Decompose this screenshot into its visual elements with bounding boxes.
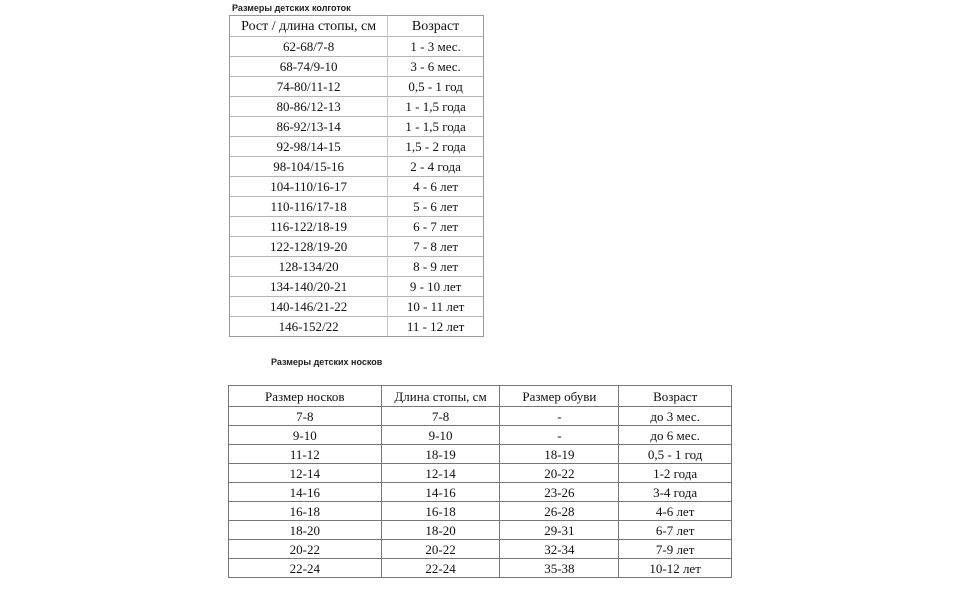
table-row (229, 156, 483, 176)
cell-foot-length: 12-14 (381, 463, 500, 482)
table-row (228, 406, 731, 425)
column-header-foot-length: Длина стопы, см (381, 385, 500, 406)
cell-age: 4-6 лет (618, 501, 731, 520)
cell-age: 1 - 1,5 года (388, 116, 483, 136)
cell-age: 9 - 10 лет (388, 276, 483, 296)
tights-table-title: Размеры детских колготок (232, 3, 351, 13)
cell-foot-length: 20-22 (381, 539, 500, 558)
table-row (229, 196, 483, 216)
cell-shoe-size: 35-38 (499, 558, 618, 577)
column-header-height-foot: Рост / длина стопы, см (229, 15, 388, 36)
table-row (229, 316, 483, 336)
table-row (228, 539, 731, 558)
cell-height-foot: 98-104/15-16 (229, 156, 388, 176)
cell-age: 4 - 6 лет (388, 176, 483, 196)
table-row (229, 96, 483, 116)
table-row (229, 176, 483, 196)
cell-height-foot: 122-128/19-20 (229, 236, 388, 256)
cell-height-foot: 68-74/9-10 (229, 56, 388, 76)
cell-foot-length: 18-19 (381, 444, 500, 463)
cell-sock-size: 9-10 (228, 425, 381, 444)
table-row (229, 216, 483, 236)
column-header-age: Возраст (618, 385, 731, 406)
cell-age: 3 - 6 мес. (388, 56, 483, 76)
cell-foot-length: 9-10 (381, 425, 500, 444)
cell-shoe-size: 32-34 (499, 539, 618, 558)
cell-sock-size: 12-14 (228, 463, 381, 482)
table-row (229, 276, 483, 296)
cell-age: 7 - 8 лет (388, 236, 483, 256)
cell-height-foot: 92-98/14-15 (229, 136, 388, 156)
table-row (228, 501, 731, 520)
table-row (228, 482, 731, 501)
cell-foot-length: 16-18 (381, 501, 500, 520)
cell-shoe-size: - (499, 406, 618, 425)
cell-shoe-size: - (499, 425, 618, 444)
tights-size-table (229, 15, 484, 337)
cell-sock-size: 11-12 (228, 444, 381, 463)
cell-age: 1 - 3 мес. (388, 36, 483, 56)
cell-age: 2 - 4 года (388, 156, 483, 176)
table-row (229, 236, 483, 256)
table-row (228, 425, 731, 444)
table-row (228, 444, 731, 463)
cell-age: 8 - 9 лет (388, 256, 483, 276)
cell-sock-size: 16-18 (228, 501, 381, 520)
cell-height-foot: 74-80/11-12 (229, 76, 388, 96)
cell-foot-length: 22-24 (381, 558, 500, 577)
cell-height-foot: 134-140/20-21 (229, 276, 388, 296)
cell-age: до 6 мес. (618, 425, 731, 444)
table-row (229, 136, 483, 156)
cell-age: 0,5 - 1 год (388, 76, 483, 96)
cell-foot-length: 18-20 (381, 520, 500, 539)
cell-age: 6-7 лет (618, 520, 731, 539)
cell-age: 1 - 1,5 года (388, 96, 483, 116)
cell-height-foot: 104-110/16-17 (229, 176, 388, 196)
cell-height-foot: 128-134/20 (229, 256, 388, 276)
cell-foot-length: 14-16 (381, 482, 500, 501)
cell-height-foot: 86-92/13-14 (229, 116, 388, 136)
cell-shoe-size: 23-26 (499, 482, 618, 501)
cell-shoe-size: 18-19 (499, 444, 618, 463)
cell-age: 6 - 7 лет (388, 216, 483, 236)
cell-age: 5 - 6 лет (388, 196, 483, 216)
table-row (229, 36, 483, 56)
cell-height-foot: 146-152/22 (229, 316, 388, 336)
cell-age: 10 - 11 лет (388, 296, 483, 316)
socks-table-title: Размеры детских носков (271, 357, 383, 367)
socks-size-table (228, 385, 732, 578)
table-row (228, 520, 731, 539)
table-header-row (228, 385, 731, 406)
column-header-sock-size: Размер носков (228, 385, 381, 406)
cell-shoe-size: 20-22 (499, 463, 618, 482)
cell-height-foot: 62-68/7-8 (229, 36, 388, 56)
cell-age: 1-2 года (618, 463, 731, 482)
table-row (229, 256, 483, 276)
cell-sock-size: 7-8 (228, 406, 381, 425)
cell-age: 1,5 - 2 года (388, 136, 483, 156)
table-row (229, 116, 483, 136)
table-row (228, 558, 731, 577)
table-row (229, 56, 483, 76)
table-row (228, 463, 731, 482)
cell-height-foot: 80-86/12-13 (229, 96, 388, 116)
cell-age: 3-4 года (618, 482, 731, 501)
cell-foot-length: 7-8 (381, 406, 500, 425)
cell-height-foot: 110-116/17-18 (229, 196, 388, 216)
cell-age: 10-12 лет (618, 558, 731, 577)
cell-sock-size: 22-24 (228, 558, 381, 577)
cell-sock-size: 14-16 (228, 482, 381, 501)
cell-age: до 3 мес. (618, 406, 731, 425)
cell-age: 0,5 - 1 год (618, 444, 731, 463)
cell-height-foot: 140-146/21-22 (229, 296, 388, 316)
cell-shoe-size: 29-31 (499, 520, 618, 539)
column-header-age: Возраст (388, 15, 483, 36)
cell-age: 11 - 12 лет (388, 316, 483, 336)
table-row (229, 296, 483, 316)
cell-height-foot: 116-122/18-19 (229, 216, 388, 236)
cell-sock-size: 18-20 (228, 520, 381, 539)
table-row (229, 76, 483, 96)
table-header-row (229, 15, 483, 36)
column-header-shoe-size: Размер обуви (499, 385, 618, 406)
cell-age: 7-9 лет (618, 539, 731, 558)
cell-sock-size: 20-22 (228, 539, 381, 558)
cell-shoe-size: 26-28 (499, 501, 618, 520)
